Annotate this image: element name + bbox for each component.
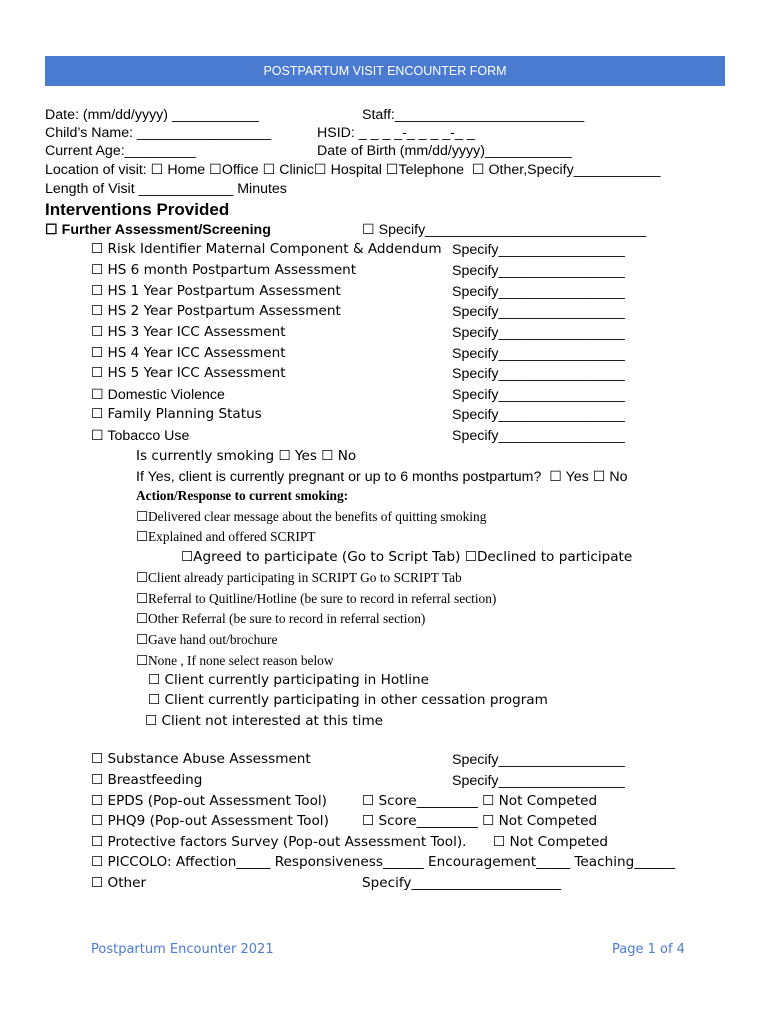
phq9-score[interactable]: ☐ Score_________ ☐ Not Competed (362, 813, 598, 829)
assessment-item[interactable]: ☐ HS 1 Year Postpartum Assessment (91, 283, 341, 299)
page-number: Page 1 of 4 (612, 942, 685, 957)
piccolo-checkbox[interactable]: ☐ PICCOLO: Affection_____ Responsiveness______ Encouragement_____ Teaching______ (91, 854, 676, 870)
current-age-field[interactable]: Current Age:_________ (45, 143, 196, 159)
other-referral-checkbox[interactable]: ☐Other Referral (be sure to record in referral section) (136, 611, 426, 626)
assessment-specify[interactable]: Specify________________ (452, 428, 625, 444)
epds-checkbox[interactable]: ☐ EPDS (Pop-out Assessment Tool) (91, 793, 327, 809)
assessment-specify[interactable]: Specify________________ (452, 304, 625, 320)
assessment-item[interactable]: ☐ Family Planning Status (91, 406, 262, 422)
substance-specify[interactable]: Specify________________ (452, 752, 625, 768)
breastfeeding-specify[interactable]: Specify________________ (452, 773, 625, 789)
phq9-checkbox[interactable]: ☐ PHQ9 (Pop-out Assessment Tool) (91, 813, 329, 829)
assessment-item[interactable]: ☐ Risk Identifier Maternal Component & Addendum (91, 241, 442, 257)
section-title: Interventions Provided (45, 200, 230, 219)
assessment-specify[interactable]: Specify________________ (452, 366, 625, 382)
handout-checkbox[interactable]: ☐Gave hand out/brochure (136, 632, 278, 647)
dob-field[interactable]: Date of Birth (mm/dd/yyyy)___________ (317, 143, 572, 159)
already-in-script-checkbox[interactable]: ☐Client already participating in SCRIPT Go to SCRIPT Tab (136, 570, 462, 585)
length-of-visit[interactable]: Length of Visit ____________ Minutes (45, 181, 287, 197)
protective-factors-checkbox[interactable]: ☐ Protective factors Survey (Pop-out Assessment Tool). (91, 834, 467, 850)
breastfeeding-checkbox[interactable]: ☐ Breastfeeding (91, 772, 203, 788)
pregnant-question[interactable]: If Yes, client is currently pregnant or up to 6 months postpartum? ☐ Yes ☐ No (136, 469, 628, 485)
reason-not-interested-checkbox[interactable]: ☐ Client not interested at this time (145, 713, 384, 729)
assessment-item[interactable]: ☐ HS 6 month Postpartum Assessment (91, 262, 357, 278)
substance-abuse-checkbox[interactable]: ☐ Substance Abuse Assessment (91, 751, 311, 767)
further-specify-field[interactable]: ☐ Specify____________________________ (362, 222, 647, 238)
child-name-field[interactable]: Child’s Name: _________________ (45, 125, 272, 141)
other-specify[interactable]: Specify______________________ (362, 875, 561, 891)
assessment-specify[interactable]: Specify________________ (452, 284, 625, 300)
form-title: POSTPARTUM VISIT ENCOUNTER FORM (263, 64, 507, 78)
date-field[interactable]: Date: (mm/dd/yyyy) ___________ (45, 107, 259, 123)
explained-script-checkbox[interactable]: ☐Explained and offered SCRIPT (136, 529, 316, 544)
assessment-specify[interactable]: Specify________________ (452, 346, 625, 362)
assessment-specify[interactable]: Specify________________ (452, 263, 625, 279)
epds-score[interactable]: ☐ Score_________ ☐ Not Competed (362, 793, 598, 809)
assessment-specify[interactable]: Specify________________ (452, 387, 625, 403)
hsid-field[interactable]: HSID: _ _ _ _-_ _ _ _-_ _ (317, 125, 475, 141)
protective-not-completed[interactable]: ☐ Not Competed (493, 834, 609, 850)
other-checkbox[interactable]: ☐ Other (91, 875, 147, 891)
quitline-referral-checkbox[interactable]: ☐Referral to Quitline/Hotline (be sure to record in referral section) (136, 591, 497, 606)
assessment-specify[interactable]: Specify________________ (452, 407, 625, 423)
assessment-specify[interactable]: Specify________________ (452, 242, 625, 258)
footer-title: Postpartum Encounter 2021 (91, 942, 274, 957)
assessment-specify[interactable]: Specify________________ (452, 325, 625, 341)
location-of-visit[interactable]: Location of visit: ☐ Home ☐Office ☐ Clinic☐ Hospital ☐Telephone ☐ Other,Specify___________ (45, 162, 661, 178)
reason-other-program-checkbox[interactable]: ☐ Client currently participating in other cessation program (148, 692, 548, 708)
form-title-banner (45, 56, 725, 86)
reason-hotline-checkbox[interactable]: ☐ Client currently participating in Hotline (148, 672, 430, 688)
none-checkbox[interactable]: ☐None , If none select reason below (136, 653, 334, 668)
assessment-item[interactable]: ☐ HS 3 Year ICC Assessment (91, 324, 286, 340)
further-assessment-checkbox[interactable]: ☐ Further Assessment/Screening (45, 222, 271, 238)
assessment-item[interactable]: ☐ HS 4 Year ICC Assessment (91, 345, 286, 361)
smoking-question[interactable]: Is currently smoking ☐ Yes ☐ No (136, 448, 357, 464)
staff-field[interactable]: Staff:________________________ (362, 107, 585, 123)
action-response-title: Action/Response to current smoking: (136, 488, 349, 503)
agreed-declined-checkbox[interactable]: ☐Agreed to participate (Go to Script Tab) ☐Declined to participate (181, 549, 633, 565)
assessment-item[interactable]: ☐ Tobacco Use (91, 428, 190, 444)
assessment-item[interactable]: ☐ HS 2 Year Postpartum Assessment (91, 303, 341, 319)
assessment-item[interactable]: ☐ Domestic Violence (91, 387, 225, 403)
delivered-message-checkbox[interactable]: ☐Delivered clear message about the benefits of quitting smoking (136, 509, 487, 524)
assessment-item[interactable]: ☐ HS 5 Year ICC Assessment (91, 365, 286, 381)
